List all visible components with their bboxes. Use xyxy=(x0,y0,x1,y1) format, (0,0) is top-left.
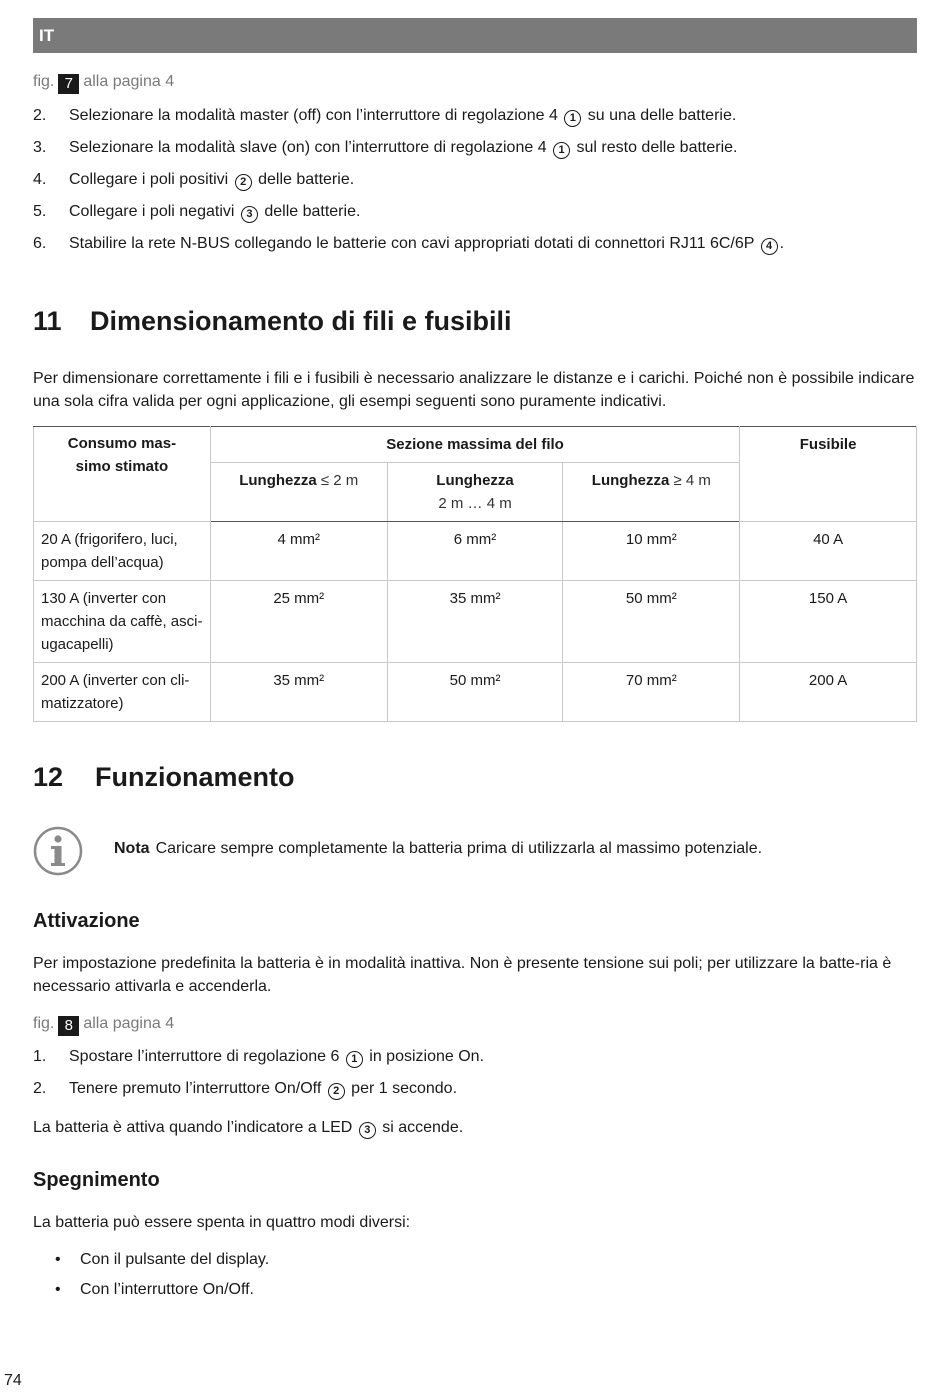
callout-number: 3 xyxy=(241,206,258,223)
list-item: 6. Stabilire la rete N-BUS collegando le batterie con cavi appropriati dotati di connettori RJ11 6C/6P 4 . xyxy=(33,233,784,265)
language-code: IT xyxy=(39,26,55,45)
figure-reference-8: fig. 8 alla pagina 4 xyxy=(33,1015,175,1034)
list-item: • Con l’interruttore On/Off. xyxy=(33,1279,269,1309)
list-item: 2. Tenere premuto l’interruttore On/Off 2 per 1 secondo. xyxy=(33,1078,484,1110)
col-header-sezione: Sezione massima del filo xyxy=(210,427,739,463)
col-header-consumo: Consumo mas-simo stimato xyxy=(34,427,211,522)
subheading-attivazione: Attivazione xyxy=(33,910,140,932)
list-item: • Con il pulsante del display. xyxy=(33,1249,269,1279)
figure-number: 7 xyxy=(58,74,79,94)
list-item: 5. Collegare i poli negativi 3 delle batterie. xyxy=(33,201,784,233)
col-header-fusibile: Fusibile xyxy=(740,427,917,522)
language-header-bar xyxy=(33,18,917,53)
callout-number: 3 xyxy=(359,1122,376,1139)
col-header-len2: Lunghezza 2 m … 4 m xyxy=(387,463,563,522)
connection-steps-list xyxy=(33,105,784,265)
table-row: 200 A (inverter con cli-matizzatore) 35 mm² 50 mm² 70 mm² 200 A xyxy=(34,663,917,722)
figure-number: 8 xyxy=(58,1016,79,1036)
spegnimento-intro: La batteria può essere spenta in quattro modi diversi: xyxy=(33,1214,411,1231)
callout-number: 1 xyxy=(553,142,570,159)
shutdown-methods-list xyxy=(33,1249,269,1309)
note-text: Nota Caricare sempre completamente la batteria prima di utilizzarla al massimo potenziale. xyxy=(114,840,763,857)
section-heading-12: 12 Funzionamento xyxy=(33,762,295,792)
list-item: 4. Collegare i poli positivi 2 delle batterie. xyxy=(33,169,784,201)
table-row: 20 A (frigorifero, luci, pompa dell’acqua) 4 mm² 6 mm² 10 mm² 40 A xyxy=(34,522,917,581)
col-header-len1: Lunghezza ≤ 2 m xyxy=(210,463,387,522)
wire-fuse-table xyxy=(33,426,917,722)
activation-steps-list xyxy=(33,1046,484,1110)
list-item: 3. Selezionare la modalità slave (on) con l’interruttore di regolazione 4 1 sul resto delle batterie. xyxy=(33,137,784,169)
col-header-len3: Lunghezza ≥ 4 m xyxy=(563,463,740,522)
subheading-spegnimento: Spegnimento xyxy=(33,1169,160,1191)
table-row: 130 A (inverter con macchina da caffè, asci-ugacapelli) 25 mm² 35 mm² 50 mm² 150 A xyxy=(34,581,917,663)
attivazione-intro: Per impostazione predefinita la batteria è in modalità inattiva. Non è presente tensione sui poli; per utilizzare la batte-ria è necessario attivarla e accenderla. xyxy=(33,955,892,995)
page-number: 74 xyxy=(4,1372,22,1389)
callout-number: 1 xyxy=(564,110,581,127)
list-item: 1. Spostare l’interruttore di regolazione 6 1 in posizione On. xyxy=(33,1046,484,1078)
list-item: 2. Selezionare la modalità master (off) con l’interruttore di regolazione 4 1 su una delle batterie. xyxy=(33,105,784,137)
figure-reference-7: fig. 7 alla pagina 4 xyxy=(33,73,175,92)
info-icon xyxy=(33,826,83,876)
callout-number: 2 xyxy=(328,1083,345,1100)
callout-number: 2 xyxy=(235,174,252,191)
section-11-intro: Per dimensionare correttamente i fili e i fusibili è necessario analizzare le distanze e i carichi. Poiché non è possibile indicare una sola cifra valida per ogni applicazione, gli esempi seguenti sono puramente indicativi. xyxy=(33,370,915,410)
note-label: Nota xyxy=(114,840,150,857)
callout-number: 4 xyxy=(761,238,778,255)
callout-number: 1 xyxy=(346,1051,363,1068)
section-heading-11: 11 Dimensionamento di fili e fusibili xyxy=(33,306,512,336)
led-sentence: La batteria è attiva quando l’indicatore a LED 3 si accende. xyxy=(33,1116,917,1139)
